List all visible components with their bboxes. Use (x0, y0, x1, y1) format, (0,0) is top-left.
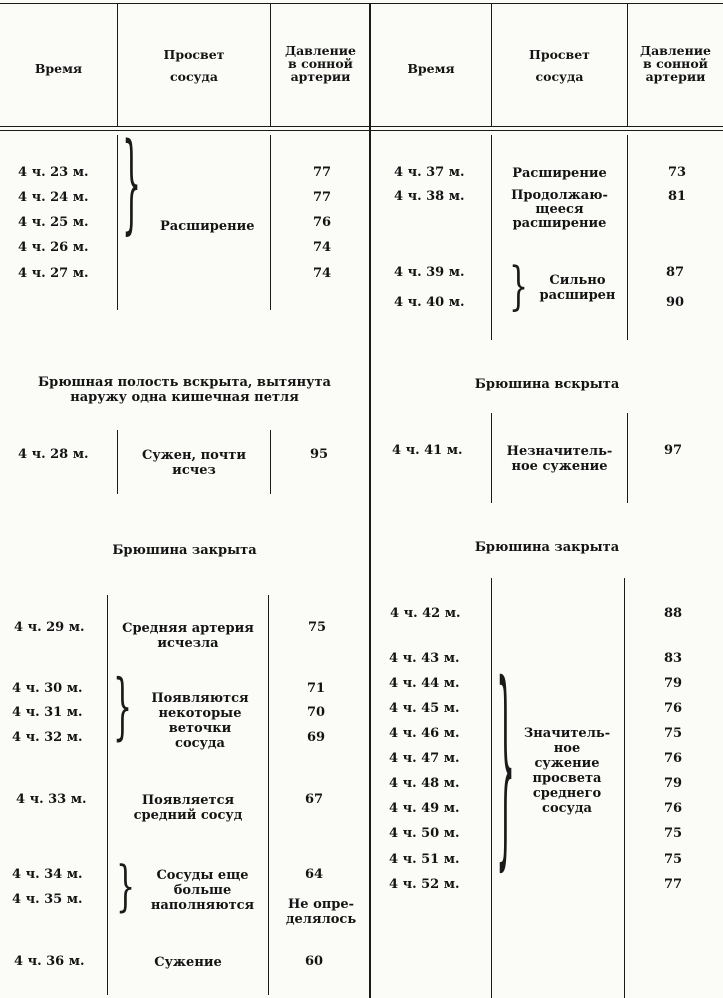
pressure-cell: 67 (305, 792, 324, 807)
time-cell: 4 ч. 48 м. (389, 776, 460, 791)
header-rule-2 (0, 130, 723, 131)
r-g5-sep1 (491, 578, 492, 998)
header-time-right: Время (407, 61, 455, 76)
header-time-left: Время (34, 61, 83, 76)
pressure-cell: 76 (664, 801, 683, 816)
pressure-cell: 83 (664, 651, 683, 666)
pressure-cell: 64 (305, 867, 324, 882)
time-cell: 4 ч. 52 м. (389, 877, 460, 892)
time-cell: 4 ч. 23 м. (18, 165, 89, 180)
pressure-cell: 97 (664, 443, 683, 458)
lumen-cell: Продолжаю- щееся расширение (511, 188, 608, 231)
section-note: Брюшина закрыта (112, 543, 257, 558)
pressure-cell: 77 (664, 877, 683, 892)
pressure-cell: 77 (313, 190, 332, 205)
time-cell: 4 ч. 42 м. (390, 606, 461, 621)
header-lumen-right: Просвет сосуда (529, 47, 590, 84)
lumen-cell: Значитель- ное сужение просвета среднего сосуда (523, 726, 611, 816)
brace-icon: } (496, 643, 516, 896)
pressure-cell: 76 (664, 701, 683, 716)
pressure-cell: 76 (313, 215, 332, 230)
time-cell: 4 ч. 27 м. (18, 266, 89, 281)
time-cell: 4 ч. 31 м. (12, 705, 83, 720)
pressure-cell: 75 (664, 826, 683, 841)
time-cell: 4 ч. 51 м. (389, 852, 460, 867)
pressure-cell: 60 (305, 954, 324, 969)
section-note: Брюшная полость вскрыта, вытянута наружу одна кишечная петля (38, 375, 331, 405)
time-cell: 4 ч. 26 м. (18, 240, 89, 255)
time-cell: 4 ч. 34 м. (12, 867, 83, 882)
pressure-cell: Не опре- делялось (285, 897, 357, 927)
pressure-cell: 69 (307, 730, 326, 745)
time-cell: 4 ч. 28 м. (18, 447, 89, 462)
header-rule-1 (0, 126, 723, 127)
time-cell: 4 ч. 32 м. (12, 730, 83, 745)
pressure-cell: 79 (664, 776, 683, 791)
time-cell: 4 ч. 49 м. (389, 801, 460, 816)
time-cell: 4 ч. 40 м. (394, 295, 465, 310)
time-cell: 4 ч. 36 м. (14, 954, 85, 969)
time-cell: 4 ч. 41 м. (392, 443, 463, 458)
r-g1-sep2 (627, 135, 628, 340)
lumen-cell: Появляется средний сосуд (133, 793, 243, 823)
brace-icon: } (113, 665, 133, 750)
lumen-cell: Сосуды еще больше наполняются (150, 868, 255, 913)
l-g1-sep2 (270, 135, 271, 310)
time-cell: 4 ч. 47 м. (389, 751, 460, 766)
brace-icon: } (509, 257, 529, 318)
lumen-cell: Появляются некоторые веточки сосуда (151, 691, 249, 751)
lumen-cell: Сильно расширен (539, 273, 616, 303)
time-cell: 4 ч. 50 м. (389, 826, 460, 841)
brace-icon: } (122, 122, 142, 249)
time-cell: 4 ч. 30 м. (12, 681, 83, 696)
pressure-cell: 76 (664, 751, 683, 766)
time-cell: 4 ч. 44 м. (389, 676, 460, 691)
time-cell: 4 ч. 43 м. (389, 651, 460, 666)
time-cell: 4 ч. 45 м. (389, 701, 460, 716)
pressure-cell: 75 (664, 726, 683, 741)
time-cell: 4 ч. 37 м. (394, 165, 465, 180)
lumen-cell: Сужен, почти исчез (141, 448, 247, 478)
header-pressure-left: Давление в сонной артерии (284, 43, 357, 84)
pressure-cell: 88 (664, 606, 683, 621)
pressure-cell: 71 (307, 681, 326, 696)
pressure-cell: 87 (666, 265, 685, 280)
time-cell: 4 ч. 29 м. (14, 620, 85, 635)
time-cell: 4 ч. 33 м. (16, 792, 87, 807)
header-lumen-left: Просвет сосуда (163, 47, 225, 84)
header-pressure-right: Давление в сонной артерии (639, 43, 712, 84)
l-g1-sep1 (117, 135, 118, 310)
r-g5-sep2 (624, 578, 625, 998)
lumen-cell: Расширение (512, 166, 607, 181)
pressure-cell: 73 (668, 165, 687, 180)
time-cell: 4 ч. 35 м. (12, 892, 83, 907)
pressure-cell: 90 (666, 295, 685, 310)
brace-icon: } (116, 856, 136, 919)
section-note: Брюшина вскрыта (474, 377, 620, 392)
time-cell: 4 ч. 38 м. (394, 189, 465, 204)
time-cell: 4 ч. 25 м. (18, 215, 89, 230)
pressure-cell: 70 (307, 705, 326, 720)
pressure-cell: 81 (668, 189, 687, 204)
pressure-cell: 79 (664, 676, 683, 691)
section-note: Брюшина закрыта (474, 540, 620, 555)
top-rule (0, 3, 723, 4)
time-cell: 4 ч. 39 м. (394, 265, 465, 280)
column-divider-center (369, 3, 371, 998)
l-g2-sep2 (270, 430, 271, 494)
lumen-cell: Расширение (160, 219, 255, 234)
pressure-cell: 75 (308, 620, 327, 635)
lumen-cell: Незначитель- ное сужение (506, 444, 613, 474)
pressure-cell: 77 (313, 165, 332, 180)
lumen-cell: Средняя артерия исчезла (122, 621, 254, 651)
pressure-cell: 75 (664, 852, 683, 867)
pressure-cell: 95 (310, 447, 329, 462)
l-g3-sep2 (268, 595, 269, 995)
lumen-cell: Сужение (154, 955, 222, 970)
pressure-cell: 74 (313, 266, 332, 281)
r-g4-sep2 (627, 413, 628, 503)
pressure-cell: 74 (313, 240, 332, 255)
time-cell: 4 ч. 24 м. (18, 190, 89, 205)
time-cell: 4 ч. 46 м. (389, 726, 460, 741)
